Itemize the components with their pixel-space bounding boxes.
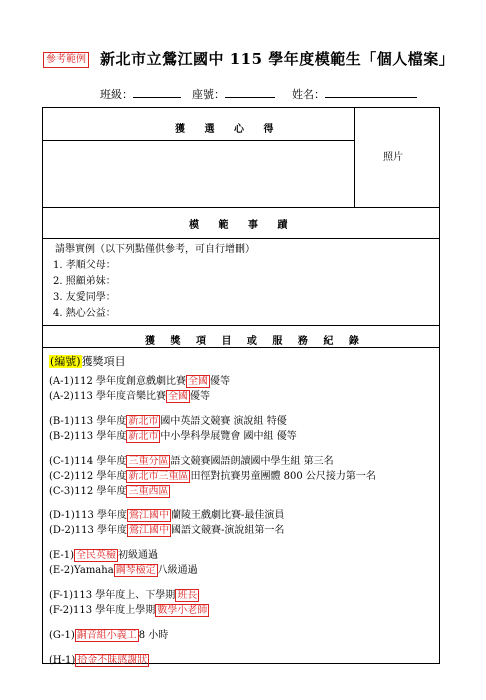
class-field[interactable] xyxy=(100,86,181,102)
deed-item[interactable]: 2. 照顧弟妹： xyxy=(53,276,116,287)
awards-heading-number: (編號) xyxy=(50,355,81,368)
award-text: 國中英語文競賽 演說組 特優 xyxy=(160,416,287,427)
award-highlight-box: 鶯江國中 xyxy=(129,525,170,536)
award-text: (F-2)113 學年度上學期 xyxy=(49,605,156,616)
award-record xyxy=(49,601,209,616)
deed-item[interactable]: 1. 孝順父母： xyxy=(53,260,116,271)
award-text: 初級通過 xyxy=(118,550,159,561)
divider xyxy=(43,238,439,239)
award-text: (D-2)113 學年度 xyxy=(49,525,128,536)
award-record xyxy=(49,561,198,576)
award-highlight-box: 三重西區 xyxy=(128,486,169,497)
awards-heading-label: 獲獎項目 xyxy=(81,355,126,368)
award-text: (A-1)112 學年度創意戲劇比賽 xyxy=(49,376,187,387)
award-text: (F-1)113 學年度上、下學期 xyxy=(49,590,176,601)
award-record xyxy=(49,586,199,601)
award-highlight-box: 全國 xyxy=(168,391,189,402)
award-text: (C-1)114 學年度 xyxy=(49,456,127,467)
deed-item[interactable]: 4. 熱心公益： xyxy=(53,308,116,319)
award-record xyxy=(49,626,168,641)
award-record xyxy=(49,452,334,467)
award-highlight-box: 班長 xyxy=(177,590,198,601)
award-highlight-box: 拾金不昧感謝狀 xyxy=(77,655,148,666)
divider xyxy=(43,325,439,326)
award-record xyxy=(49,651,149,666)
section-deeds-header: 模 範 事 蹟 xyxy=(189,220,296,231)
award-text: (E-1) xyxy=(49,550,75,561)
awards-heading xyxy=(49,353,126,369)
award-highlight-box: 新北市 xyxy=(128,416,159,427)
name-input-line[interactable] xyxy=(325,87,417,98)
award-text: (E-2)Yamaha xyxy=(49,565,114,576)
name-label: 姓名： xyxy=(292,88,325,101)
award-text: 中小學科學展覽會 國中組 優等 xyxy=(160,431,297,442)
award-highlight-box: 全民英檢 xyxy=(76,550,117,561)
section-experience-header: 獲 選 心 得 xyxy=(175,124,282,135)
award-text: (G-1) xyxy=(49,630,75,641)
name-field[interactable] xyxy=(292,86,417,102)
sample-tag: 參考範例 xyxy=(43,52,89,68)
deed-item[interactable]: 3. 友愛同學： xyxy=(53,292,116,303)
divider xyxy=(43,347,439,348)
award-highlight-box: 新北市三重區 xyxy=(128,471,189,482)
award-record xyxy=(49,506,284,521)
award-highlight-box: 全國 xyxy=(188,376,209,387)
award-text: 優等 xyxy=(190,391,211,402)
award-text: 8 小時 xyxy=(138,630,169,641)
award-text: 蘭陵王戲劇比賽-最佳演員 xyxy=(171,510,285,521)
award-record xyxy=(49,521,284,536)
award-record xyxy=(49,412,287,427)
photo-label: 照片 xyxy=(383,152,403,163)
seat-input-line[interactable] xyxy=(225,87,275,98)
seat-label: 座號： xyxy=(192,88,225,101)
award-text: 國語文競賽-演說組第一名 xyxy=(171,525,285,536)
award-record xyxy=(49,467,376,482)
photo-divider xyxy=(354,108,355,207)
section-awards-header: 獲 獎 項 目 或 服 務 紀 錄 xyxy=(145,336,365,347)
award-text: 八級通過 xyxy=(157,565,198,576)
award-text: (C-2)112 學年度 xyxy=(49,471,127,482)
page-title: 新北市立鶯江國中 115 學年度模範生「個人檔案」 xyxy=(100,50,455,68)
award-text: (C-3)112 學年度 xyxy=(49,486,127,497)
award-highlight-box: 數學小老師 xyxy=(157,605,208,616)
award-record xyxy=(49,482,170,497)
award-text: (H-1) xyxy=(49,655,76,666)
award-text: (B-2)113 學年度 xyxy=(49,431,127,442)
award-record xyxy=(49,427,297,442)
award-text: 田徑對抗賽男童團體 800 公尺接力第一名 xyxy=(190,471,376,482)
class-input-line[interactable] xyxy=(133,87,181,98)
divider xyxy=(43,207,439,208)
award-highlight-box: 銅音組小義工 xyxy=(76,630,137,641)
award-highlight-box: 三重分區 xyxy=(128,456,169,467)
award-record xyxy=(49,546,158,561)
award-record xyxy=(49,372,230,387)
award-highlight-box: 新北市 xyxy=(128,431,159,442)
seat-field[interactable] xyxy=(192,86,275,102)
award-highlight-box: 鋼琴檢定 xyxy=(115,565,156,576)
award-highlight-box: 鶯江國中 xyxy=(129,510,170,521)
award-text: (B-1)113 學年度 xyxy=(49,416,127,427)
deeds-hint: 請舉實例（以下列點僅供參考，可自行增刪） xyxy=(55,244,255,255)
class-label: 班級： xyxy=(100,88,133,101)
profile-form xyxy=(42,107,440,664)
award-text: 語文競賽國語朗讀國中學生組 第三名 xyxy=(170,456,334,467)
experience-area[interactable] xyxy=(43,141,354,207)
award-text: (A-2)113 學年度音樂比賽 xyxy=(49,391,167,402)
award-record xyxy=(49,387,210,402)
award-text: 優等 xyxy=(210,376,231,387)
award-text: (D-1)113 學年度 xyxy=(49,510,128,521)
